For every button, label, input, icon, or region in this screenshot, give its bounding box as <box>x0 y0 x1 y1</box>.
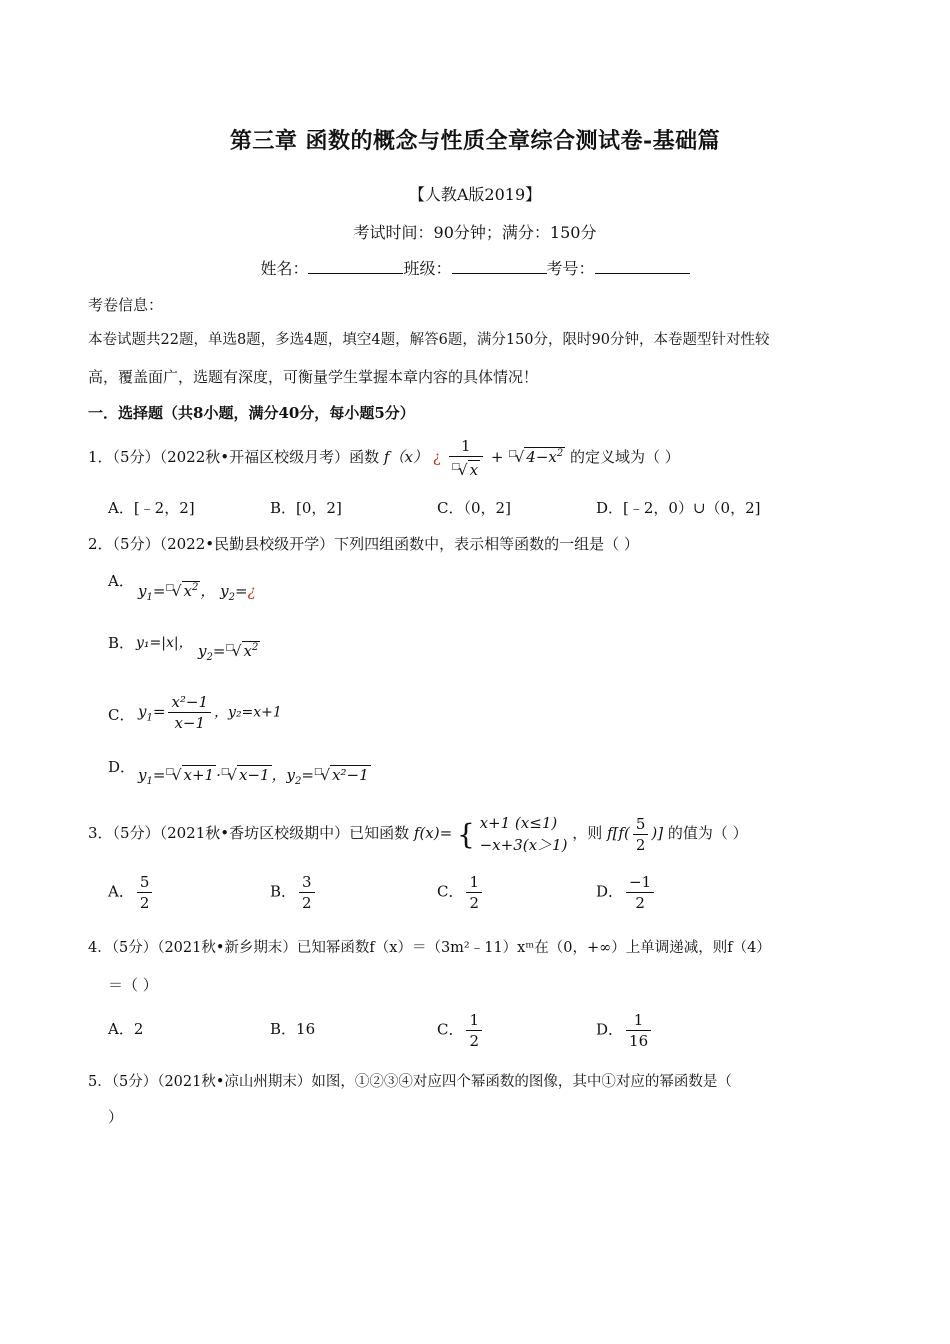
q4-option-d[interactable] <box>596 1010 654 1051</box>
class-label: 班级： <box>403 259 452 278</box>
q2-d-rad3: x²−1 <box>332 766 369 784</box>
q2-c-y1: y <box>138 702 147 721</box>
q4-option-b[interactable]: B．16 <box>270 1020 316 1038</box>
q2-d-y2: ，y <box>271 766 296 784</box>
student-info-row <box>0 256 950 279</box>
q2-option-c[interactable] <box>138 692 282 733</box>
info-line-1: 本卷试题共22题，单选8题，多选4题，填空4题，解答6题，满分150分，限时90分钟，本卷题型针对性较 <box>88 332 770 348</box>
q2-a-rad-text: x <box>183 582 192 600</box>
q3-c-label: C． <box>437 882 464 901</box>
q4-c-num: 1 <box>466 1010 482 1031</box>
q1-root-index: □ <box>451 462 461 472</box>
number-blank[interactable] <box>595 259 690 274</box>
q2-b-rad-text: x <box>243 642 252 660</box>
q2-c-sub1: 1 <box>146 712 153 724</box>
q4-d-frac <box>626 1010 651 1051</box>
q3-a-num: 5 <box>137 872 153 893</box>
q1-radicand-2-text: 4−x <box>526 448 557 466</box>
q3-c-den: 2 <box>469 894 480 912</box>
q3-close: )] <box>651 824 664 842</box>
name-label: 姓名： <box>260 259 309 278</box>
question-1: 1．（5分）（2022秋•开福区校级月考）函数 f（x） ¿ $\frac{1}{^□√ x}$ + □√ $4-x^2$ 的定义域为（ ） <box>88 437 680 479</box>
q3-piece-2: −x+3(x＞1) <box>479 836 568 854</box>
q2-d-eq: = <box>152 766 166 784</box>
q2-option-d[interactable]: $y_1=^□√$ x+1 ·□√ x−1 ，$y_2=^□√$ x²−1 <box>138 766 369 787</box>
q3-d-den: 2 <box>635 894 645 912</box>
q2-a-y2: y <box>220 582 229 600</box>
q1-garbled: ¿ <box>432 448 441 466</box>
q4-c-frac <box>466 1010 482 1051</box>
q2-a-eq: = <box>152 582 166 600</box>
q3-d-frac <box>626 872 654 913</box>
q2-option-b-y1[interactable]: y₁=|x|， <box>136 635 193 651</box>
q1-numerator: 1 <box>449 436 484 457</box>
q2-option-a[interactable]: $y_1=^□√$ $x^2$ ， $y_2=¿$ <box>138 582 256 603</box>
q3-fraction <box>633 814 649 855</box>
q2-c-den: x−1 <box>174 714 206 732</box>
q3-fx: f(x)= <box>413 824 453 842</box>
q2-a-sub1: 1 <box>146 592 153 603</box>
q3-suffix: 的值为（ ） <box>667 824 748 842</box>
q3-option-c[interactable] <box>437 872 485 913</box>
q3-option-b[interactable] <box>270 872 318 913</box>
q1-option-d[interactable]: D．[﹣2，0）∪（0，2] <box>596 499 761 517</box>
q3-mid: ，则 <box>572 824 603 842</box>
q2-a-sep: ， <box>200 582 216 600</box>
q2-a-garbled: ¿ <box>247 582 256 600</box>
q4-d-label: D． <box>596 1020 624 1039</box>
q3-b-label: B． <box>270 882 297 901</box>
q3-piecewise <box>480 812 568 856</box>
q3-a-label: A． <box>108 882 134 901</box>
q4-d-den: 16 <box>629 1032 649 1050</box>
info-line-2: 高，覆盖面广，选题有深度，可衡量学生掌握本章内容的具体情况！ <box>88 368 539 386</box>
q2-c-num: x²−1 <box>168 692 211 713</box>
q2-d-dot: · <box>216 766 221 784</box>
q1-option-a[interactable]: A．[﹣2，2] <box>108 499 195 517</box>
q4-c-label: C． <box>437 1020 464 1039</box>
q2-d-rad1: x+1 <box>183 766 215 784</box>
q2-d-y1: y <box>138 766 147 784</box>
q4-d-num: 1 <box>626 1010 651 1031</box>
exam-time: 考试时间：90分钟；满分：150分 <box>353 223 597 242</box>
q2-b-y2: y <box>198 642 207 660</box>
q2-d-sub2: 2 <box>295 776 302 787</box>
q3-a-frac <box>137 872 153 913</box>
q2-d-idx1: □ <box>165 767 174 777</box>
q2-b-sub2: 2 <box>206 652 213 663</box>
q1-sup: 2 <box>556 448 564 459</box>
q2-a-eq2: = <box>235 582 248 600</box>
q3-d-label: D． <box>596 882 624 901</box>
name-blank[interactable] <box>308 259 403 274</box>
q2-b-idx: □ <box>225 643 234 653</box>
q3-b-num: 3 <box>299 872 315 893</box>
q2-c-y2: ，y₂=x+1 <box>214 704 282 721</box>
q1-option-c[interactable]: C．（0，2] <box>437 499 511 517</box>
q1-radicand-1: x <box>469 461 479 479</box>
q2-b-radicand <box>242 641 261 660</box>
q3-prefix: 3．（5分）（2021秋•香坊区校级期中）已知函数 <box>88 824 410 842</box>
section-heading-1: 一．选择题（共8小题，满分40分，每小题5分） <box>88 404 415 422</box>
q2-d-idx3: □ <box>313 767 323 777</box>
q1-root-index-2: □ <box>508 449 517 459</box>
q2-d-sub1: 1 <box>146 776 153 787</box>
q2-b-eq: = <box>212 642 226 660</box>
question-2: 2．（5分）（2022•民勤县校级开学）下列四组函数中，表示相等函数的一组是（ ） <box>88 535 639 553</box>
q3-piece-1: x+1 (x≤1) <box>479 814 558 832</box>
q4-option-a[interactable]: A．2 <box>108 1020 144 1038</box>
q3-option-a[interactable] <box>108 872 155 913</box>
q2-option-d-label[interactable]: D． <box>108 758 136 776</box>
q2-c-eq: = <box>152 702 166 721</box>
q2-c-fraction <box>168 692 211 733</box>
question-5-line-2: ） <box>108 1108 124 1126</box>
q3-option-d[interactable] <box>596 872 657 913</box>
q2-d-eq2: = <box>301 766 314 784</box>
q3-den: 2 <box>635 835 646 854</box>
q4-option-c[interactable] <box>437 1010 485 1051</box>
q2-b-sup: 2 <box>251 642 259 653</box>
q1-option-b[interactable]: B．[0，2] <box>270 499 342 517</box>
q1-radicand-2 <box>524 447 565 466</box>
q2-a-idx: □ <box>165 583 174 593</box>
q2-a-sup: 2 <box>191 582 199 593</box>
q1-func: f（x） <box>383 448 428 466</box>
q3-b-den: 2 <box>302 894 312 912</box>
q3-b-frac <box>299 872 315 913</box>
q2-a-y1: y <box>138 582 147 600</box>
q1-suffix: 的定义域为（ ） <box>570 448 680 466</box>
question-4-line-1: 4．（5分）（2021秋•新乡期末）已知幂函数f（x）＝（3m²﹣11）xᵐ在（0，+∞）上单调递减，则f（4） <box>88 940 771 956</box>
q1-prefix: 1．（5分）（2022秋•开福区校级月考）函数 <box>88 448 380 466</box>
edition-label: 【人教A版2019】 <box>408 185 542 204</box>
question-3 <box>88 812 748 856</box>
class-blank[interactable] <box>452 259 547 274</box>
q1-plus: + <box>490 448 504 466</box>
q3-f-outer: f[f( <box>607 824 630 842</box>
q3-brace: { <box>456 817 475 851</box>
q2-option-b-y2[interactable]: $y_2=^□√$ $x^2$ <box>198 642 259 663</box>
q3-num: 5 <box>633 814 649 835</box>
number-label: 考号： <box>546 259 595 278</box>
q2-option-c-label[interactable]: C． <box>108 706 135 724</box>
q2-a-radicand <box>182 581 201 600</box>
q3-d-num: −1 <box>626 872 654 893</box>
q4-c-den: 2 <box>469 1032 480 1050</box>
q2-option-a-label[interactable]: A． <box>108 572 134 590</box>
page-title: 第三章 函数的概念与性质全章综合测试卷-基础篇 <box>229 128 721 154</box>
q2-option-b-label[interactable]: B． <box>108 634 135 652</box>
q3-c-num: 1 <box>466 872 482 893</box>
question-5-line-1: 5．（5分）（2021秋•凉山州期末）如图，①②③④对应四个幂函数的图像，其中①对应的幂函数是（ <box>88 1074 732 1090</box>
q3-a-den: 2 <box>139 894 150 912</box>
info-title: 考卷信息： <box>88 296 164 314</box>
q3-c-frac <box>466 872 482 913</box>
q1-fraction: $\frac{1}{^□√ x}$ <box>449 436 484 480</box>
q2-d-idx2: □ <box>220 767 230 777</box>
q2-d-rad2: x−1 <box>238 766 270 784</box>
q2-a-sub2: 2 <box>228 592 236 603</box>
question-4-line-2: ＝（ ） <box>108 976 158 994</box>
